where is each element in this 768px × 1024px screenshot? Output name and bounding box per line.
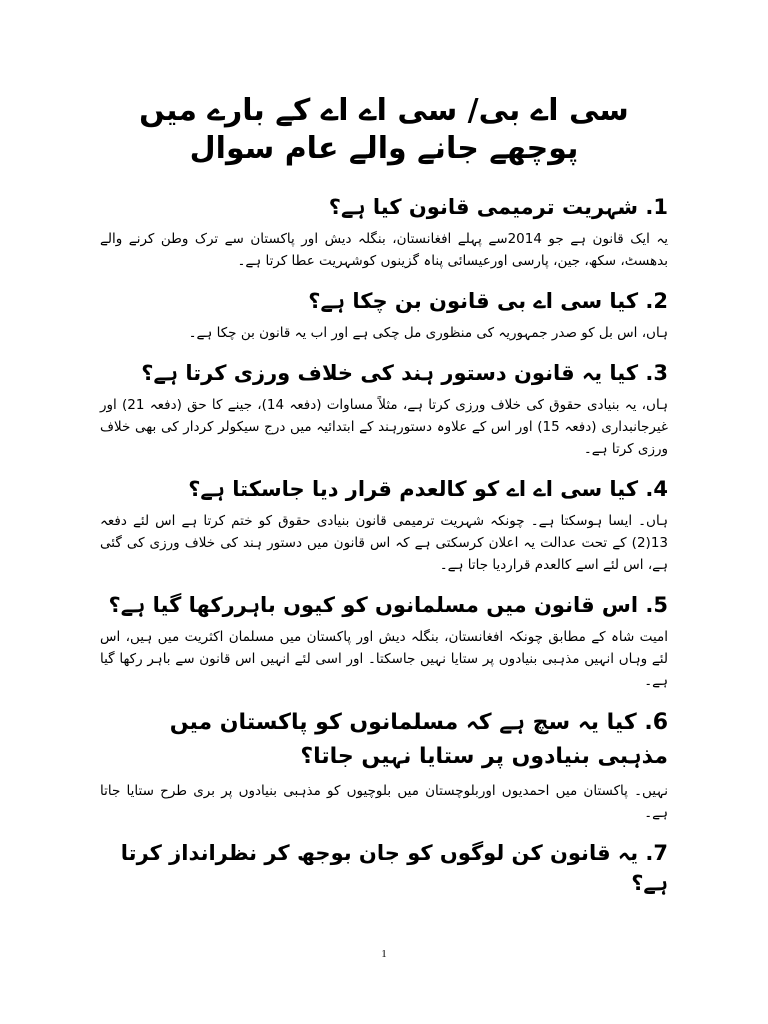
faq-item-2 [100, 286, 668, 344]
faq-answer-1: یہ ایک قانون ہے جو 2014سے پہلے افغانستان، بنگلہ دیش اور پاکستان سے ترک وطن کرنے والے بدھسٹ، سکھ، جین، پارسی اورعیسائی پناہ گزینوں کوشہریت عطا کرتا ہے۔ [100, 231, 668, 269]
faq-item-5 [100, 590, 668, 692]
faq-item-4 [100, 474, 668, 576]
faq-question-1: 1. شہریت ترمیمی قانون کیا ہے؟ [328, 195, 668, 219]
faq-item-7 [100, 838, 668, 898]
faq-question-2: 2. کیا سی اے بی قانون بن چکا ہے؟ [308, 289, 668, 313]
faq-question-7: 7. یہ قانون کن لوگوں کو جان بوجھ کر نظرانداز کرتا ہے؟ [120, 841, 668, 895]
faq-item-6 [100, 706, 668, 824]
faq-question-5: 5. اس قانون میں مسلمانوں کو کیوں باہررکھا گیا ہے؟ [108, 593, 668, 617]
faq-answer-5: امیت شاہ کے مطابق چونکہ افغانستان، بنگلہ دیش اور پاکستان میں مسلمان اکثریت میں ہیں، اس لئے وہاں انہیں مذہبی بنیادوں پر ستایا نہیں جاسکتا۔ اور اسی لئے انہیں اس قانون سے باہر رکھا گیا ہے۔ [100, 629, 668, 689]
faq-question-3: 3. کیا یہ قانون دستور ہند کی خلاف ورزی کرتا ہے؟ [141, 361, 668, 385]
faq-question-6: 6. کیا یہ سچ ہے کہ مسلمانوں کو پاکستان میں مذہبی بنیادوں پر ستایا نہیں جاتا؟ [169, 710, 668, 769]
faq-answer-3: ہاں، یہ بنیادی حقوق کی خلاف ورزی کرتا ہے، مثلاً مساوات (دفعہ 14)، جینے کا حق (دفعہ 21) اور غیرجانبداری (دفعہ 15) اور اس کے علاوہ دستورہند کے ابتدائیہ میں درج سیکولر کردار کی بھی خلاف ورزی کرتا ہے۔ [100, 397, 668, 457]
faq-item-3 [100, 358, 668, 460]
page-number: 1 [381, 948, 387, 960]
faq-answer-6: نہیں۔ پاکستان میں احمدیوں اوربلوچستان میں بلوچیوں کو مذہبی بنیادوں پر بری طرح ستایا جاتا ہے۔ [100, 783, 668, 821]
document-title: سی اے بی/ سی اے اے کے بارے میں پوچھے جانے والے عام سوال [139, 93, 629, 166]
faq-answer-2: ہاں، اس بل کو صدر جمہوریہ کی منظوری مل چکی ہے اور اب یہ قانون بن چکا ہے۔ [188, 325, 668, 341]
faq-item-1 [100, 192, 668, 272]
faq-question-4: 4. کیا سی اے اے کو کالعدم قرار دیا جاسکتا ہے؟ [188, 477, 668, 501]
faq-answer-4: ہاں۔ ایسا ہوسکتا ہے۔ چونکہ شہریت ترمیمی قانون بنیادی حقوق کو ختم کرتا ہے اس لئے دفعہ 13(2) کے تحت عدالت یہ اعلان کرسکتی ہے کہ اس قانون میں دستور ہند کی خلاف ورزی کی گئی ہے، اس لئے اسے کالعدم قراردیا جاتا ہے۔ [100, 513, 668, 573]
